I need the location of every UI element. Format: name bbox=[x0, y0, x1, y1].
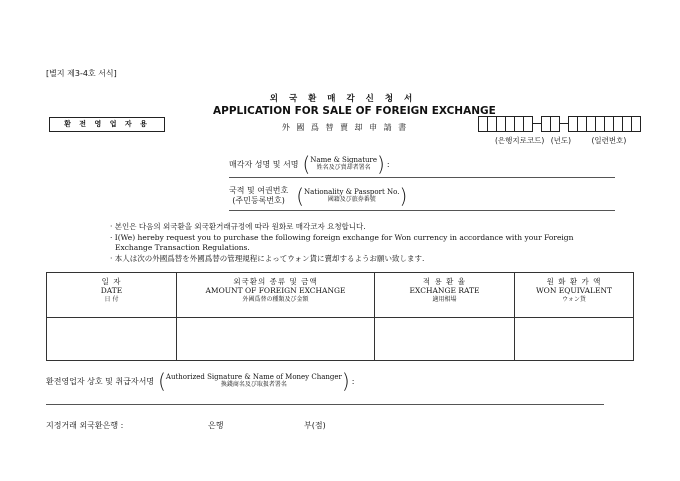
money-changer-english: Authorized Signature & Name of Money Changer bbox=[165, 373, 342, 381]
seller-signature-translation bbox=[310, 156, 377, 172]
branch-suffix: 부(점) bbox=[304, 421, 326, 430]
nationality-japanese: 國籍及び旅券番號 bbox=[327, 196, 376, 203]
year-label: (년도) bbox=[550, 136, 572, 145]
seller-signature-english: Name & Signature bbox=[310, 156, 378, 164]
won-equivalent-header-ko: 원 화 환 가 액 bbox=[546, 277, 602, 286]
title-english: APPLICATION FOR SALE OF FOREIGN EXCHANGE bbox=[213, 105, 496, 117]
date-header-ja: 日 付 bbox=[104, 296, 119, 303]
exchange-rate-header-ko: 적 용 환 율 bbox=[422, 277, 467, 286]
designated-bank-label: 지정거래 외국환은행 : bbox=[46, 421, 124, 430]
table-header-row bbox=[47, 273, 634, 318]
date-header-ko: 일 자 bbox=[101, 277, 122, 286]
resident-number-label: (주민등록번호) bbox=[232, 196, 285, 205]
open-paren: ( bbox=[158, 369, 166, 393]
colon: : bbox=[386, 159, 390, 169]
date-cell[interactable] bbox=[47, 318, 177, 361]
bank-name-suffix: 은행 bbox=[208, 421, 224, 430]
money-changer-signature-line[interactable] bbox=[46, 404, 604, 405]
won-equivalent-cell[interactable] bbox=[515, 318, 634, 361]
form-number: [별지 제3-4호 서식] bbox=[46, 69, 117, 78]
amount-header bbox=[177, 273, 375, 318]
serial-cell[interactable] bbox=[550, 116, 560, 132]
date-header-en: DATE bbox=[100, 286, 123, 295]
colon: : bbox=[351, 376, 355, 386]
serial-labels bbox=[495, 135, 630, 146]
amount-header-ja: 外國爲替の種類及び金額 bbox=[242, 296, 309, 303]
serial-cell[interactable] bbox=[523, 116, 533, 132]
open-paren: ( bbox=[296, 184, 304, 208]
open-paren: ( bbox=[302, 152, 311, 176]
exchange-rate-header bbox=[375, 273, 515, 318]
close-paren: ) bbox=[399, 184, 408, 208]
nationality-label-ko: 국적 및 여권번호 bbox=[229, 186, 289, 195]
serial-dash bbox=[533, 123, 541, 124]
seller-signature-label: 매각자 성명 및 서명 bbox=[229, 159, 299, 169]
request-statements bbox=[110, 222, 620, 264]
date-header bbox=[47, 273, 177, 318]
statement-english-cont: Exchange Transaction Regulations. bbox=[115, 243, 250, 252]
table-row bbox=[47, 318, 634, 361]
close-paren: ) bbox=[377, 152, 385, 176]
nationality-row bbox=[229, 186, 407, 206]
exchange-rate-header-ja: 適用相場 bbox=[432, 296, 457, 303]
serial-cell[interactable] bbox=[631, 116, 641, 132]
statement-english: · I(We) hereby request you to purchase the following foreign exchange for Won currency in accordance with your Foreign bbox=[110, 233, 574, 242]
money-changer-use-stamp: 환 전 영 업 자 용 bbox=[49, 117, 165, 132]
money-changer-japanese: 換錢商名及び取扱者署名 bbox=[220, 381, 287, 388]
seller-signature-row bbox=[229, 154, 390, 174]
money-changer-translation bbox=[166, 373, 342, 389]
nationality-label bbox=[229, 186, 288, 206]
exchange-rate-cell[interactable] bbox=[375, 318, 515, 361]
bank-giro-code-label: (은행지로코드) bbox=[495, 136, 545, 145]
money-changer-signature-row bbox=[46, 371, 354, 391]
title-korean: 외 국 환 매 각 신 청 서 bbox=[269, 94, 417, 104]
nationality-line[interactable] bbox=[229, 210, 615, 211]
amount-cell[interactable] bbox=[177, 318, 375, 361]
nationality-translation bbox=[304, 188, 399, 204]
nationality-english: Nationality & Passport No. bbox=[304, 188, 400, 196]
title-japanese: 外 國 爲 替 賣 却 申 請 書 bbox=[281, 123, 409, 132]
seller-signature-line[interactable] bbox=[229, 177, 615, 178]
serial-dash bbox=[560, 123, 568, 124]
serial-number-label: (일련번호) bbox=[591, 136, 627, 145]
amount-header-ko: 외국환의 종류 및 금액 bbox=[233, 277, 318, 286]
close-paren: ) bbox=[341, 369, 350, 393]
seller-signature-japanese: 姓名及び賣却者署名 bbox=[316, 164, 371, 171]
amount-header-en: AMOUNT OF FOREIGN EXCHANGE bbox=[205, 286, 346, 295]
won-equivalent-header-en: WON EQUIVALENT bbox=[535, 286, 613, 295]
statement-japanese: · 本人は次の外國爲替を外國爲替の管理規程によってウォン貨に賣却するようお願い致します. bbox=[110, 254, 425, 263]
exchange-table bbox=[46, 272, 634, 361]
won-equivalent-header-ja: ウォン貨 bbox=[562, 296, 586, 303]
won-equivalent-header bbox=[515, 273, 634, 318]
money-changer-label: 환전영업자 상호 및 취급자서명 bbox=[46, 376, 155, 386]
exchange-rate-header-en: EXCHANGE RATE bbox=[409, 286, 480, 295]
statement-korean: · 본인은 다음의 외국환을 외국환거래규정에 따라 원화로 매각코자 요청합니다. bbox=[110, 222, 366, 231]
